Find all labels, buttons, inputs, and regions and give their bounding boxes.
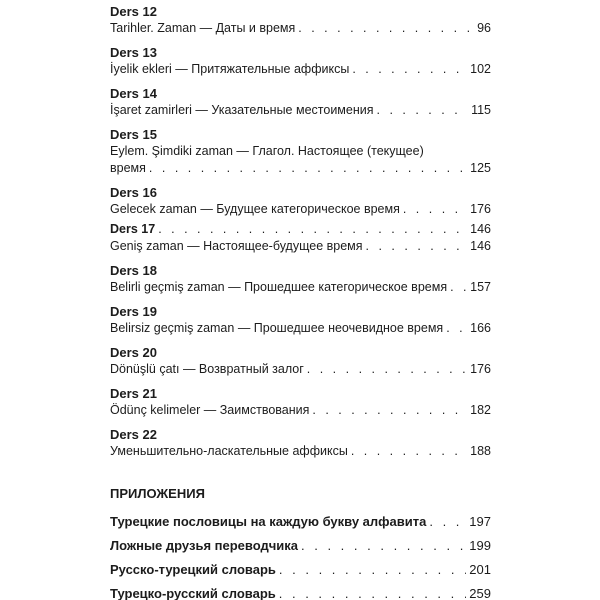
appendix-heading: ПРИЛОЖЕНИЯ — [110, 486, 205, 501]
entry-page-number: 146 — [470, 239, 491, 253]
toc-lesson-14 — [110, 85, 491, 119]
toc-lesson-21 — [110, 385, 491, 419]
entry-page-number: 166 — [470, 321, 491, 335]
entry-page-number: 188 — [470, 444, 491, 458]
appendix-entry-page: 197 — [469, 514, 491, 529]
toc-lesson-16 — [110, 184, 491, 218]
toc-lesson-12 — [110, 3, 491, 37]
dot-leader — [158, 221, 467, 238]
toc-lesson-17 — [110, 221, 491, 255]
dot-leader — [377, 102, 469, 119]
entry-title: Уменьшительно-ласкательные аффиксы — [110, 444, 348, 458]
table-of-contents — [110, 3, 491, 600]
toc-lesson-15 — [110, 126, 491, 177]
lesson-heading: Ders 15 — [110, 127, 157, 142]
lesson-heading: Ders 20 — [110, 345, 157, 360]
entry-page-number: 125 — [470, 161, 491, 175]
entry-title-line-1: Eylem. Şimdiki zaman — Глагол. Настоящее (текущее) — [110, 144, 424, 158]
toc-lesson-20 — [110, 344, 491, 378]
appendix-entry — [110, 585, 491, 600]
appendix-entry-page: 259 — [469, 586, 491, 600]
appendix-entry-title: Турецко-русский словарь — [110, 586, 276, 600]
lesson-page-number: 146 — [470, 222, 491, 236]
entry-page-number: 182 — [470, 403, 491, 417]
entry-page-number: 96 — [477, 21, 491, 35]
entry-title: Belirli geçmiş zaman — Прошедшее категорическое время — [110, 280, 448, 294]
entry-page-number: 176 — [470, 202, 491, 216]
dot-leader — [279, 585, 467, 600]
lesson-heading: Ders 17 — [110, 222, 156, 236]
dot-leader — [352, 61, 467, 78]
lesson-heading: Ders 13 — [110, 45, 157, 60]
entry-page-number: 176 — [470, 362, 491, 376]
appendix-entry-page: 199 — [469, 538, 491, 553]
toc-entry — [110, 102, 491, 119]
dot-leader — [351, 443, 467, 460]
entry-title: Belirsiz geçmiş zaman — Прошедшее неочевидное время — [110, 321, 444, 335]
toc-lesson-18 — [110, 262, 491, 296]
entry-page-number: 157 — [470, 280, 491, 294]
toc-entry — [110, 160, 491, 177]
entry-title: İyelik ekleri — Притяжательные аффиксы — [110, 62, 350, 76]
toc-entry — [110, 361, 491, 378]
dot-leader — [403, 201, 467, 218]
appendix-entry-page: 201 — [469, 562, 491, 577]
appendix-entry — [110, 513, 491, 530]
toc-entry — [110, 201, 491, 218]
dot-leader — [450, 279, 467, 296]
entry-page-number: 102 — [470, 62, 491, 76]
dot-leader — [429, 513, 466, 530]
entry-page-number: 115 — [471, 103, 491, 117]
dot-leader — [301, 537, 466, 554]
toc-entry — [110, 320, 491, 337]
lesson-heading: Ders 14 — [110, 86, 157, 101]
dot-leader — [446, 320, 467, 337]
dot-leader — [312, 402, 467, 419]
entry-title: Geniş zaman — Настоящее-будущее время — [110, 239, 363, 253]
toc-entry — [110, 238, 491, 255]
dot-leader — [366, 238, 468, 255]
appendix-entry-title: Русско-турецкий словарь — [110, 562, 276, 577]
appendix-entry — [110, 537, 491, 554]
lesson-heading: Ders 12 — [110, 4, 157, 19]
entry-title: Dönüşlü çatı — Возвратный залог — [110, 362, 304, 376]
toc-lesson-22 — [110, 426, 491, 460]
lesson-heading: Ders 19 — [110, 304, 157, 319]
toc-lesson-19 — [110, 303, 491, 337]
appendix-entry-title: Ложные друзья переводчика — [110, 538, 299, 553]
dot-leader — [298, 20, 474, 37]
lesson-heading-line — [110, 221, 491, 238]
entry-title: время — [110, 161, 146, 175]
lesson-heading: Ders 16 — [110, 185, 157, 200]
entry-title: Gelecek zaman — Будущее категорическое время — [110, 202, 400, 216]
dot-leader — [149, 160, 467, 177]
lesson-heading: Ders 21 — [110, 386, 157, 401]
toc-entry — [110, 279, 491, 296]
dot-leader — [307, 361, 467, 378]
entry-title: İşaret zamirleri — Указательные местоимения — [110, 103, 374, 117]
lesson-heading: Ders 18 — [110, 263, 157, 278]
lesson-heading: Ders 22 — [110, 427, 157, 442]
entry-title: Ödünç kelimeler — Заимствования — [110, 403, 310, 417]
toc-entry — [110, 443, 491, 460]
toc-entry — [110, 61, 491, 78]
toc-lesson-13 — [110, 44, 491, 78]
toc-entry — [110, 402, 491, 419]
toc-entry — [110, 20, 491, 37]
dot-leader — [279, 561, 466, 578]
appendix-entry — [110, 561, 491, 578]
appendix-entry-title: Турецкие пословицы на каждую букву алфавита — [110, 514, 427, 529]
entry-title: Tarihler. Zaman — Даты и время — [110, 21, 296, 35]
